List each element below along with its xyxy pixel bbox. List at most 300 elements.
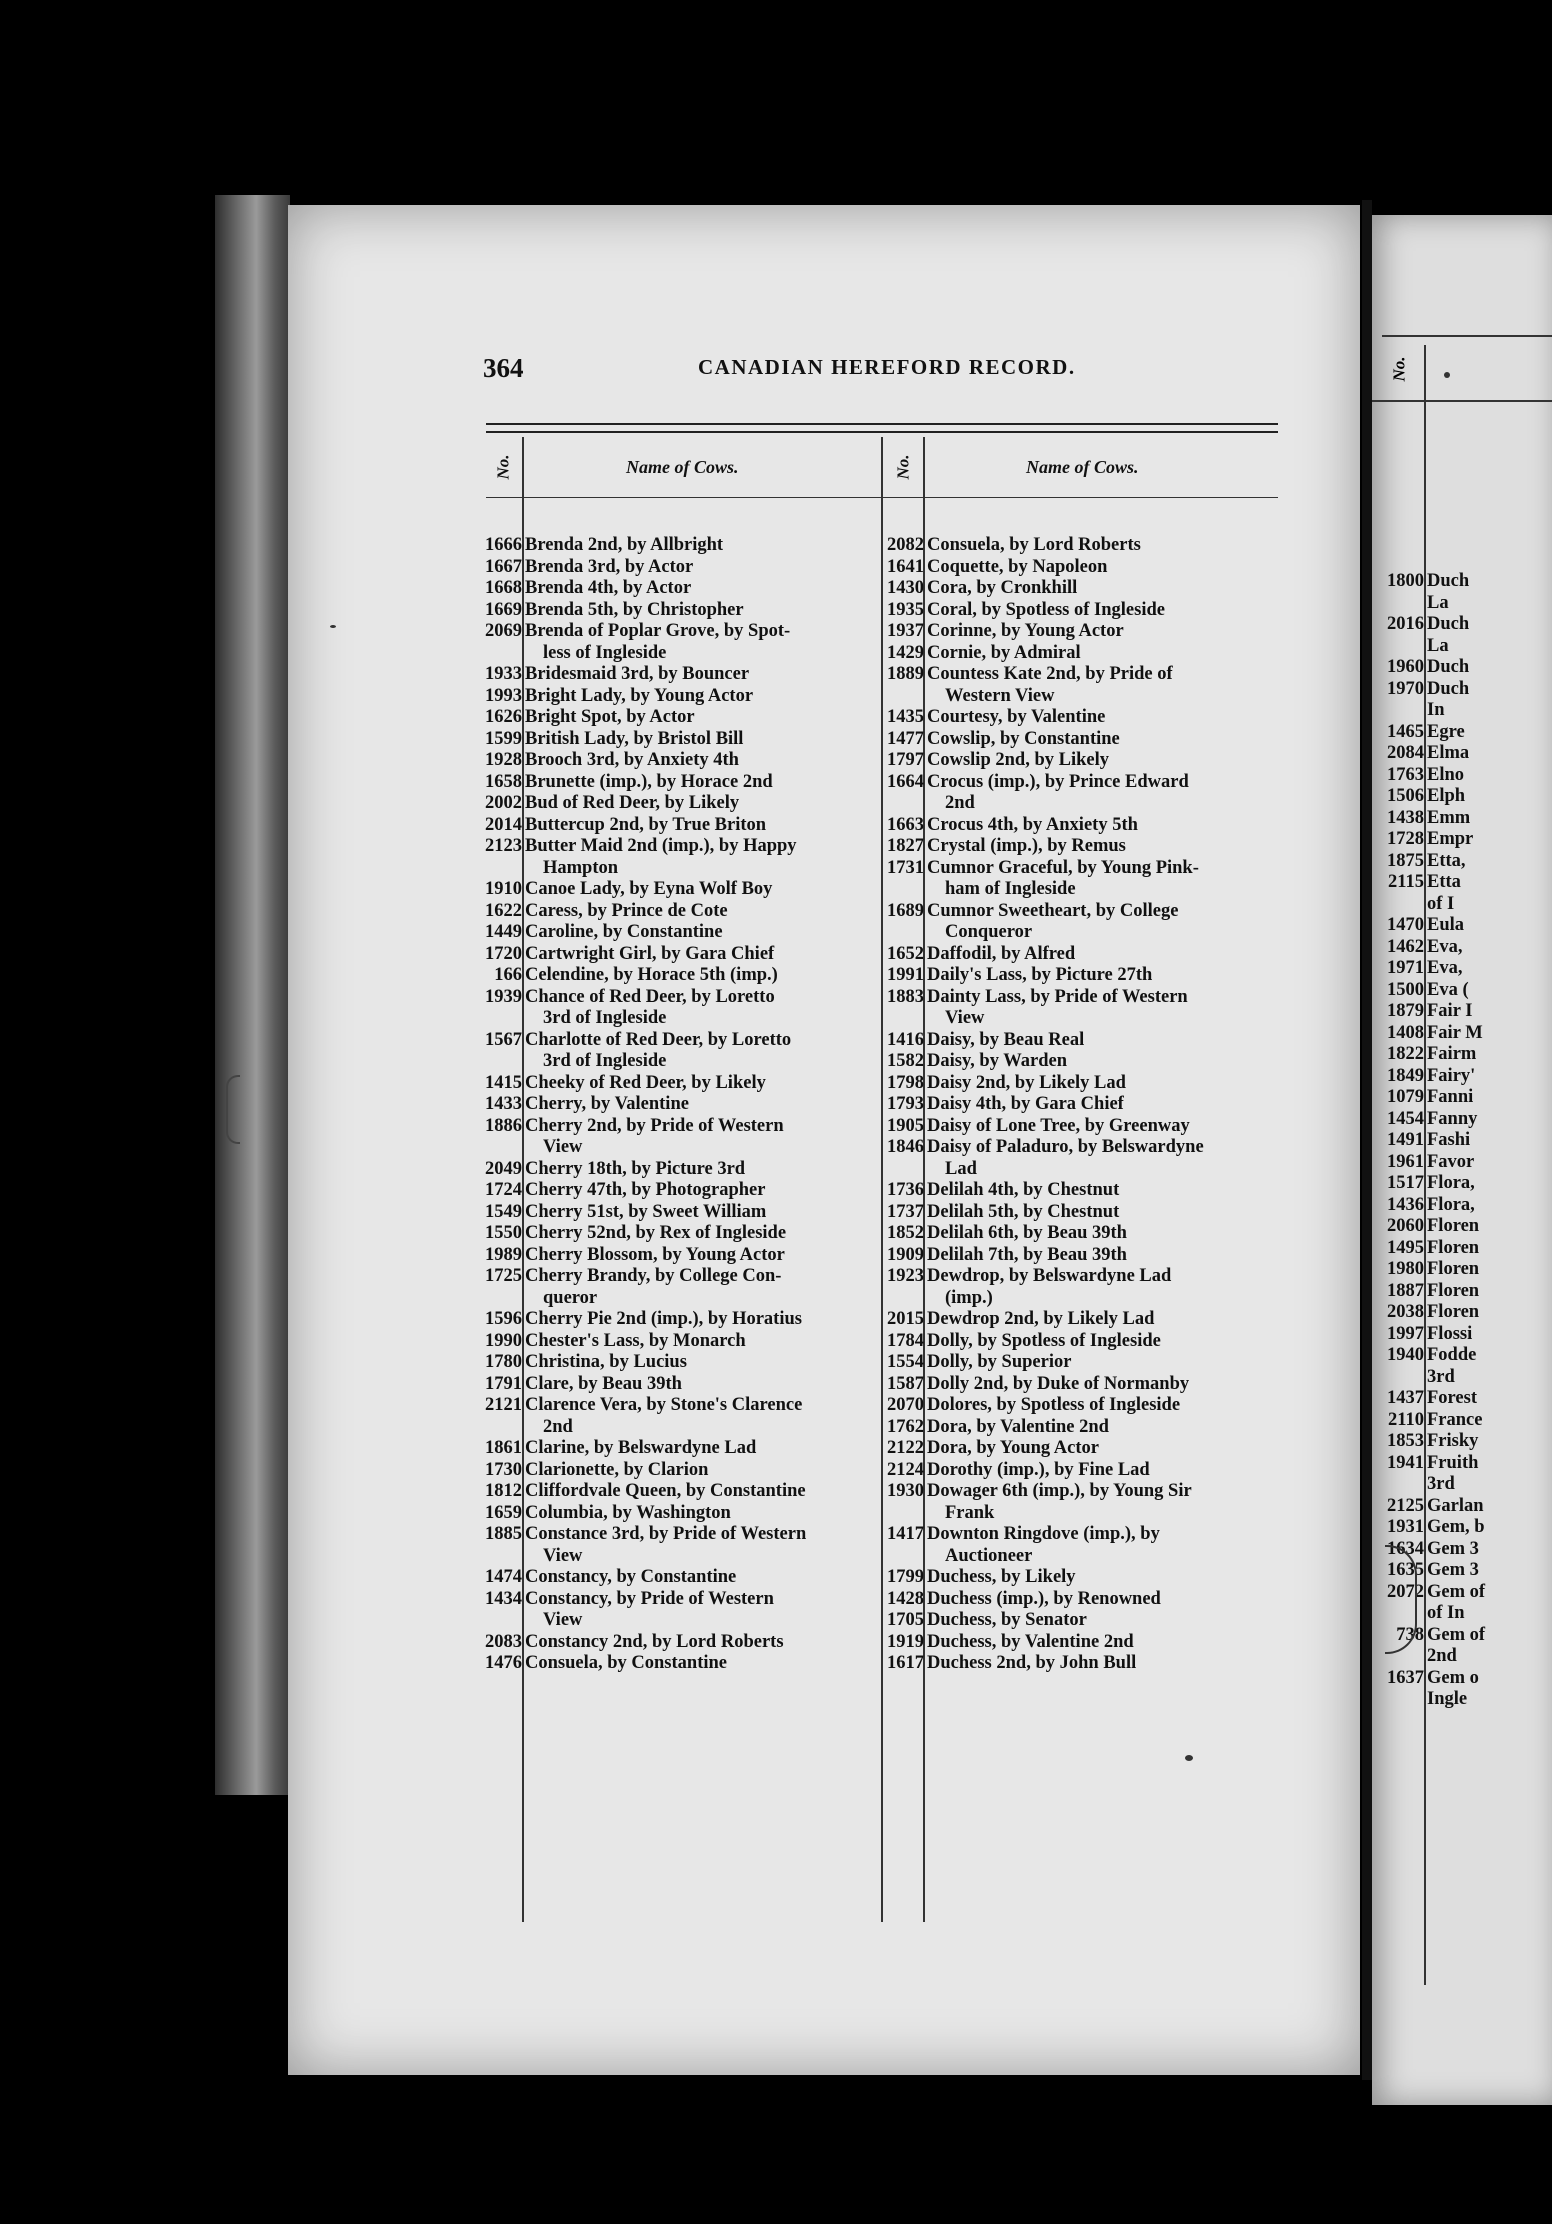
- entry-name: Fanni: [1427, 1087, 1474, 1107]
- entry-name-line: Cornie, by Admiral: [927, 642, 1081, 663]
- entry-name: Flora,: [1427, 1173, 1475, 1193]
- entry-name: Gem 3: [1427, 1538, 1479, 1559]
- entry-name: [525, 1180, 865, 1202]
- table-row: [478, 1503, 865, 1525]
- entry-name: [525, 922, 865, 944]
- entry-name-line: Charlotte of Red Deer, by Loretto: [525, 1029, 792, 1050]
- entry-number: 1462: [1387, 936, 1424, 957]
- entry-number: 2115: [1388, 872, 1424, 892]
- entry-name-line: British Lady, by Bristol Bill: [525, 728, 744, 749]
- entry-name: Flossi: [1427, 1323, 1473, 1344]
- entry-name-continuation: (imp.): [945, 1287, 993, 1308]
- entry-name: [927, 1245, 1267, 1267]
- entry-number: 1736: [887, 1180, 924, 1200]
- table-row: [478, 535, 865, 557]
- entry-name-line: Daisy of Paladuro, by Belswardyne: [927, 1137, 1204, 1157]
- entry-number: 1599: [485, 728, 522, 749]
- table-row: [880, 901, 1267, 944]
- entry-name: Eva,: [1427, 936, 1463, 957]
- entry-name: Duch: [1427, 657, 1470, 677]
- entry-name: Egre: [1427, 721, 1465, 742]
- entry-name: Fairy': [1427, 1065, 1476, 1086]
- entry-name: [927, 1094, 1267, 1116]
- entry-name-continuation: Western View: [945, 685, 1055, 706]
- entry-number: 2125: [1387, 1495, 1424, 1516]
- entry-number: 1930: [887, 1481, 924, 1501]
- entry-number: 1474: [485, 1567, 522, 1587]
- entry-number: 1730: [485, 1459, 522, 1480]
- entry-name: [927, 1030, 1267, 1052]
- entry-name: [927, 1481, 1267, 1524]
- table-row: [478, 686, 865, 708]
- table-row: [880, 621, 1267, 643]
- entry-name: [525, 965, 865, 987]
- entry-name-line: Dainty Lass, by Pride of Western: [927, 986, 1188, 1007]
- entry-number: 1937: [887, 621, 924, 641]
- entry-name-line: Bright Lady, by Young Actor: [525, 685, 754, 706]
- table-row: [478, 1374, 865, 1396]
- entry-name-continuation: Auctioneer: [945, 1545, 1033, 1566]
- entry-number: 1852: [887, 1223, 924, 1243]
- entry-name-line: Delilah 5th, by Chestnut: [927, 1201, 1120, 1222]
- entry-name: [927, 1137, 1267, 1180]
- entry-name: [927, 1632, 1267, 1654]
- entry-number: 1827: [887, 836, 924, 856]
- entry-number: 1933: [485, 664, 522, 684]
- table-row: [880, 600, 1267, 622]
- entry-name-line: Duchess, by Senator: [927, 1610, 1087, 1630]
- entry-number: 1666: [485, 535, 522, 555]
- entry-name: [525, 1460, 865, 1482]
- entry-name: [927, 1589, 1267, 1611]
- entry-number: 1875: [1387, 850, 1424, 871]
- entry-number: 1780: [485, 1352, 522, 1372]
- entry-name-line: Dolly, by Spotless of Ingleside: [927, 1330, 1161, 1351]
- right-entries: [880, 535, 1267, 1675]
- entry-name: Frisky: [1427, 1431, 1479, 1451]
- table-row: [478, 1223, 865, 1245]
- table-row: [1376, 1302, 1485, 1324]
- entry-name: [927, 901, 1267, 944]
- entry-number: 1931: [1387, 1517, 1424, 1537]
- entry-name-line: Duchess, by Valentine 2nd: [927, 1631, 1134, 1652]
- entry-name-line: Cherry 52nd, by Rex of Ingleside: [525, 1223, 787, 1243]
- entry-name: [927, 1202, 1267, 1224]
- entry-name-line: Cherry 51st, by Sweet William: [525, 1201, 767, 1222]
- table-row: [478, 879, 865, 901]
- running-head: CANADIAN HEREFORD RECORD.: [698, 355, 1076, 379]
- table-row: [478, 707, 865, 729]
- entry-name-line: Brunette (imp.), by Horace 2nd: [525, 771, 773, 792]
- entry-number: 1905: [887, 1115, 924, 1136]
- table-row: [880, 578, 1267, 600]
- entry-name: [927, 1417, 1267, 1439]
- table-row: [880, 1223, 1267, 1245]
- table-row: [1376, 1474, 1485, 1496]
- entry-name: [525, 772, 865, 794]
- entry-number: 1720: [485, 943, 522, 964]
- next-page-header-no: No.: [1390, 356, 1409, 382]
- entry-name: [525, 1116, 865, 1159]
- entry-name: Gem 3: [1427, 1560, 1479, 1580]
- table-row: [478, 1395, 865, 1438]
- entry-number: 1622: [485, 900, 522, 921]
- entry-number: 1762: [887, 1416, 924, 1437]
- entry-number: 1941: [1387, 1452, 1424, 1473]
- ink-speck: [1444, 372, 1450, 378]
- table-row: [880, 664, 1267, 707]
- entry-name: Floren: [1427, 1237, 1480, 1258]
- table-row: [880, 1202, 1267, 1224]
- table-row: [1376, 1453, 1485, 1475]
- entry-name-line: Daisy, by Beau Real: [927, 1029, 1085, 1050]
- entry-name: [525, 1030, 865, 1073]
- entry-number: 1909: [887, 1244, 924, 1265]
- entry-name: [927, 729, 1267, 751]
- entry-name-continuation: 3rd of Ingleside: [543, 1008, 667, 1028]
- entry-name: [927, 1180, 1267, 1202]
- entry-name: [927, 1051, 1267, 1073]
- table-row: [880, 1524, 1267, 1567]
- entry-name: [525, 1202, 865, 1224]
- table-row: [880, 1116, 1267, 1138]
- entry-name: Elno: [1427, 764, 1465, 785]
- entry-name: [927, 1266, 1267, 1309]
- entry-number: 1438: [1387, 807, 1424, 828]
- table-row: [1376, 1259, 1485, 1281]
- entry-name: [525, 1352, 865, 1374]
- entry-name-line: Brenda 4th, by Actor: [525, 578, 692, 598]
- table-row: [880, 1137, 1267, 1180]
- entry-name: Gem, b: [1427, 1517, 1485, 1537]
- entry-name-continuation: 3rd of Ingleside: [543, 1051, 667, 1071]
- left-page: [288, 205, 1360, 2075]
- entry-number: 1408: [1387, 1022, 1424, 1043]
- entry-name: [525, 1223, 865, 1245]
- entry-name: of In: [1427, 1603, 1465, 1623]
- table-row: [880, 1266, 1267, 1309]
- entry-name: [525, 1245, 865, 1267]
- entry-name-continuation: 2nd: [543, 1416, 573, 1437]
- table-row: [1376, 1668, 1485, 1690]
- entry-name-line: Daisy 4th, by Gara Chief: [927, 1094, 1124, 1114]
- entry-name: [927, 1524, 1267, 1567]
- entry-name: [927, 621, 1267, 643]
- entry-name-line: Cumnor Sweetheart, by College: [927, 900, 1179, 921]
- entry-name-line: Butter Maid 2nd (imp.), by Happy: [525, 836, 797, 856]
- entry-name: [525, 729, 865, 751]
- entry-name: [525, 987, 865, 1030]
- table-row: [478, 987, 865, 1030]
- table-row: [880, 1589, 1267, 1611]
- entry-number: 1668: [485, 578, 522, 598]
- entry-name-line: Bud of Red Deer, by Likely: [525, 793, 740, 813]
- entry-name: [927, 664, 1267, 707]
- entry-name: Gem o: [1427, 1667, 1479, 1688]
- table-row: [1376, 700, 1485, 722]
- entry-name-line: Cora, by Cronkhill: [927, 578, 1078, 598]
- entry-name: [525, 1395, 865, 1438]
- entry-name-line: Cherry 47th, by Photographer: [525, 1180, 766, 1200]
- entry-number: 2110: [1388, 1409, 1424, 1430]
- entry-number: 1079: [1387, 1087, 1424, 1107]
- table-row: [1376, 937, 1485, 959]
- table-row: [1376, 829, 1485, 851]
- table-row: [478, 1266, 865, 1309]
- entry-name: Favor: [1427, 1151, 1475, 1172]
- entry-name: [525, 1309, 865, 1331]
- entry-name: Fruith: [1427, 1452, 1479, 1473]
- table-row: [478, 772, 865, 794]
- entry-number: 1798: [887, 1072, 924, 1093]
- entry-number: 1437: [1387, 1388, 1424, 1408]
- entry-name: [927, 1460, 1267, 1482]
- table-row: [880, 1374, 1267, 1396]
- entry-name: 3rd: [1427, 1366, 1455, 1387]
- table-row: [880, 815, 1267, 837]
- entry-name-line: Daily's Lass, by Picture 27th: [927, 965, 1153, 985]
- entry-name: [525, 707, 865, 729]
- entry-name: [525, 1567, 865, 1589]
- entry-name: Empr: [1427, 829, 1474, 849]
- next-page-header-line: [1372, 400, 1552, 402]
- entry-name: [525, 686, 865, 708]
- entry-name-line: Chance of Red Deer, by Loretto: [525, 986, 775, 1007]
- entry-name: [927, 1374, 1267, 1396]
- table-row: [478, 1524, 865, 1567]
- table-row: [880, 1460, 1267, 1482]
- entry-name: [525, 535, 865, 557]
- entry-number: 1883: [887, 986, 924, 1007]
- entry-name-line: Consuela, by Lord Roberts: [927, 535, 1141, 555]
- book-gutter: [1362, 200, 1372, 2080]
- entry-number: 738: [1396, 1624, 1424, 1645]
- entry-name-line: Cherry Brandy, by College Con-: [525, 1266, 782, 1286]
- entry-number: 2124: [887, 1459, 924, 1480]
- table-row: [880, 750, 1267, 772]
- entry-number: 2015: [887, 1309, 924, 1329]
- entry-name: Etta: [1427, 872, 1461, 892]
- entry-name-line: Constancy, by Pride of Western: [525, 1588, 774, 1609]
- entry-number: 1797: [887, 750, 924, 770]
- entry-name-line: Cherry 2nd, by Pride of Western: [525, 1115, 784, 1136]
- table-row: [1376, 1238, 1485, 1260]
- table-row: [880, 858, 1267, 901]
- table-row: [478, 1245, 865, 1267]
- entry-name-continuation: less of Ingleside: [543, 642, 667, 663]
- entry-name-line: Brenda 2nd, by Allbright: [525, 535, 724, 555]
- entry-name-line: Chester's Lass, by Monarch: [525, 1330, 746, 1351]
- page-number: 364: [483, 353, 524, 383]
- entry-name-continuation: View: [543, 1610, 583, 1630]
- entry-name: [927, 858, 1267, 901]
- entry-name: Duch: [1427, 678, 1470, 699]
- entry-number: 1935: [887, 599, 924, 620]
- entry-name: [525, 1653, 865, 1675]
- entry-name: [525, 1503, 865, 1525]
- table-row: [1376, 1496, 1485, 1518]
- entry-number: 1980: [1387, 1259, 1424, 1279]
- table-row: [1376, 980, 1485, 1002]
- entry-name-line: Duchess 2nd, by John Bull: [927, 1653, 1137, 1673]
- entry-name: Ingle: [1427, 1689, 1468, 1709]
- table-row: [880, 1610, 1267, 1632]
- entry-name-line: Clarence Vera, by Stone's Clarence: [525, 1395, 803, 1415]
- entry-number: 1800: [1387, 571, 1424, 591]
- table-row: [478, 922, 865, 944]
- entry-name: [927, 1331, 1267, 1353]
- entry-name: [927, 1223, 1267, 1245]
- header-rule: [486, 423, 1278, 433]
- entry-name-line: Crocus 4th, by Anxiety 5th: [927, 814, 1138, 835]
- table-row: [880, 1395, 1267, 1417]
- entry-number: 1885: [485, 1524, 522, 1544]
- entry-name: [525, 664, 865, 686]
- entry-name: [927, 1395, 1267, 1417]
- entry-number: 1659: [485, 1502, 522, 1523]
- entry-name-line: Coquette, by Napoleon: [927, 556, 1108, 577]
- entry-name-line: Dewdrop, by Belswardyne Lad: [927, 1266, 1172, 1286]
- entry-name-continuation: View: [945, 1008, 985, 1028]
- table-row: [880, 557, 1267, 579]
- entry-name: Elph: [1427, 786, 1466, 806]
- entry-number: 1989: [485, 1244, 522, 1265]
- table-row: [1376, 765, 1485, 787]
- ink-speck: [330, 625, 336, 628]
- entry-name-line: Dolly, by Superior: [927, 1352, 1072, 1372]
- entry-name: La: [1427, 635, 1449, 656]
- entry-name: [927, 535, 1267, 557]
- entry-name: [525, 901, 865, 923]
- entry-name: Emm: [1427, 807, 1471, 828]
- entry-name: 3rd: [1427, 1474, 1455, 1494]
- entry-name: Gem of: [1427, 1581, 1486, 1602]
- table-row: [478, 901, 865, 923]
- entry-number: 1436: [1387, 1194, 1424, 1215]
- entry-name: [927, 1653, 1267, 1675]
- entry-number: 1417: [887, 1524, 924, 1544]
- entry-number: 1993: [485, 685, 522, 706]
- entry-number: 1430: [887, 578, 924, 598]
- entry-name-line: Cherry Blossom, by Young Actor: [525, 1244, 785, 1265]
- entry-name-line: Dewdrop 2nd, by Likely Lad: [927, 1309, 1155, 1329]
- table-row: [1376, 1216, 1485, 1238]
- entry-number: 1991: [887, 965, 924, 985]
- table-row: [478, 1481, 865, 1503]
- table-row: [880, 1073, 1267, 1095]
- entry-name: [927, 987, 1267, 1030]
- table-row: [478, 664, 865, 686]
- entry-number: 2038: [1387, 1302, 1424, 1322]
- table-row: [478, 1180, 865, 1202]
- table-row: [1376, 872, 1485, 894]
- entry-name: Duch: [1427, 614, 1470, 634]
- entry-number: 1428: [887, 1588, 924, 1609]
- table-row: [1376, 1130, 1485, 1152]
- entry-name: La: [1427, 592, 1449, 613]
- entry-number: 1663: [887, 814, 924, 835]
- entry-name: [525, 557, 865, 579]
- entry-number: 1626: [485, 707, 522, 727]
- entry-name-line: Columbia, by Washington: [525, 1502, 731, 1523]
- entry-name-line: Christina, by Lucius: [525, 1352, 687, 1372]
- entry-number: 1889: [887, 664, 924, 684]
- entry-name: Fair I: [1427, 1001, 1473, 1021]
- entry-number: 1641: [887, 556, 924, 577]
- entry-number: 1415: [485, 1072, 522, 1093]
- header-name-right: Name of Cows.: [1026, 457, 1139, 477]
- table-row: [1376, 679, 1485, 701]
- entry-name: Gem of: [1427, 1624, 1486, 1645]
- table-row: [880, 729, 1267, 751]
- table-row: [478, 1094, 865, 1116]
- entry-number: 1791: [485, 1373, 522, 1394]
- entry-number: 1724: [485, 1180, 522, 1200]
- entry-number: 166: [494, 965, 522, 985]
- ink-speck: [1185, 1755, 1193, 1761]
- table-row: [478, 1159, 865, 1181]
- entry-number: 1997: [1387, 1323, 1424, 1344]
- next-page-entries: [1376, 571, 1485, 1711]
- entry-name: [525, 600, 865, 622]
- entry-name: [525, 1438, 865, 1460]
- entry-number: 1617: [887, 1653, 924, 1673]
- entry-name-line: Cumnor Graceful, by Young Pink-: [927, 857, 1199, 878]
- entry-name-continuation: ham of Ingleside: [945, 879, 1076, 899]
- entry-name: [927, 600, 1267, 622]
- entry-name-line: Daffodil, by Alfred: [927, 943, 1076, 964]
- table-row: [478, 750, 865, 772]
- entry-number: 2014: [485, 814, 522, 835]
- table-row: [880, 1180, 1267, 1202]
- entry-number: 2070: [887, 1395, 924, 1415]
- table-row: [1376, 1109, 1485, 1131]
- book-page-edges: [215, 195, 290, 1795]
- table-row: [1376, 1431, 1485, 1453]
- entry-name-line: Delilah 6th, by Beau 39th: [927, 1223, 1127, 1243]
- entry-name: [927, 944, 1267, 966]
- entry-name: [927, 1116, 1267, 1138]
- table-row: [880, 1352, 1267, 1374]
- entry-name-line: Duchess (imp.), by Renowned: [927, 1588, 1161, 1609]
- entry-number: 1477: [887, 728, 924, 749]
- entry-number: 2002: [485, 793, 522, 813]
- entry-name: Flora,: [1427, 1194, 1475, 1215]
- entry-name-line: Bridesmaid 3rd, by Bouncer: [525, 664, 750, 684]
- entry-name: [927, 707, 1267, 729]
- entry-number: 1635: [1387, 1560, 1424, 1580]
- entry-number: 1550: [485, 1223, 522, 1243]
- table-row: [478, 578, 865, 600]
- table-row: [478, 1309, 865, 1331]
- entry-name-line: Countess Kate 2nd, by Pride of: [927, 664, 1173, 684]
- table-row: [880, 1632, 1267, 1654]
- entry-number: 1434: [485, 1588, 522, 1609]
- entry-name: Fanny: [1427, 1108, 1478, 1129]
- entry-number: 1923: [887, 1266, 924, 1286]
- next-page-fragment: [1372, 215, 1552, 2105]
- table-row: [478, 815, 865, 837]
- table-row: [1376, 1044, 1485, 1066]
- entry-number: 1664: [887, 771, 924, 792]
- entry-name: [525, 815, 865, 837]
- table-row: [1376, 1367, 1485, 1389]
- entry-name-line: Caroline, by Constantine: [525, 922, 723, 942]
- entry-name: [525, 621, 865, 664]
- pencil-mark: [226, 1075, 240, 1144]
- entry-number: 1799: [887, 1567, 924, 1587]
- entry-name: Fair M: [1427, 1022, 1483, 1043]
